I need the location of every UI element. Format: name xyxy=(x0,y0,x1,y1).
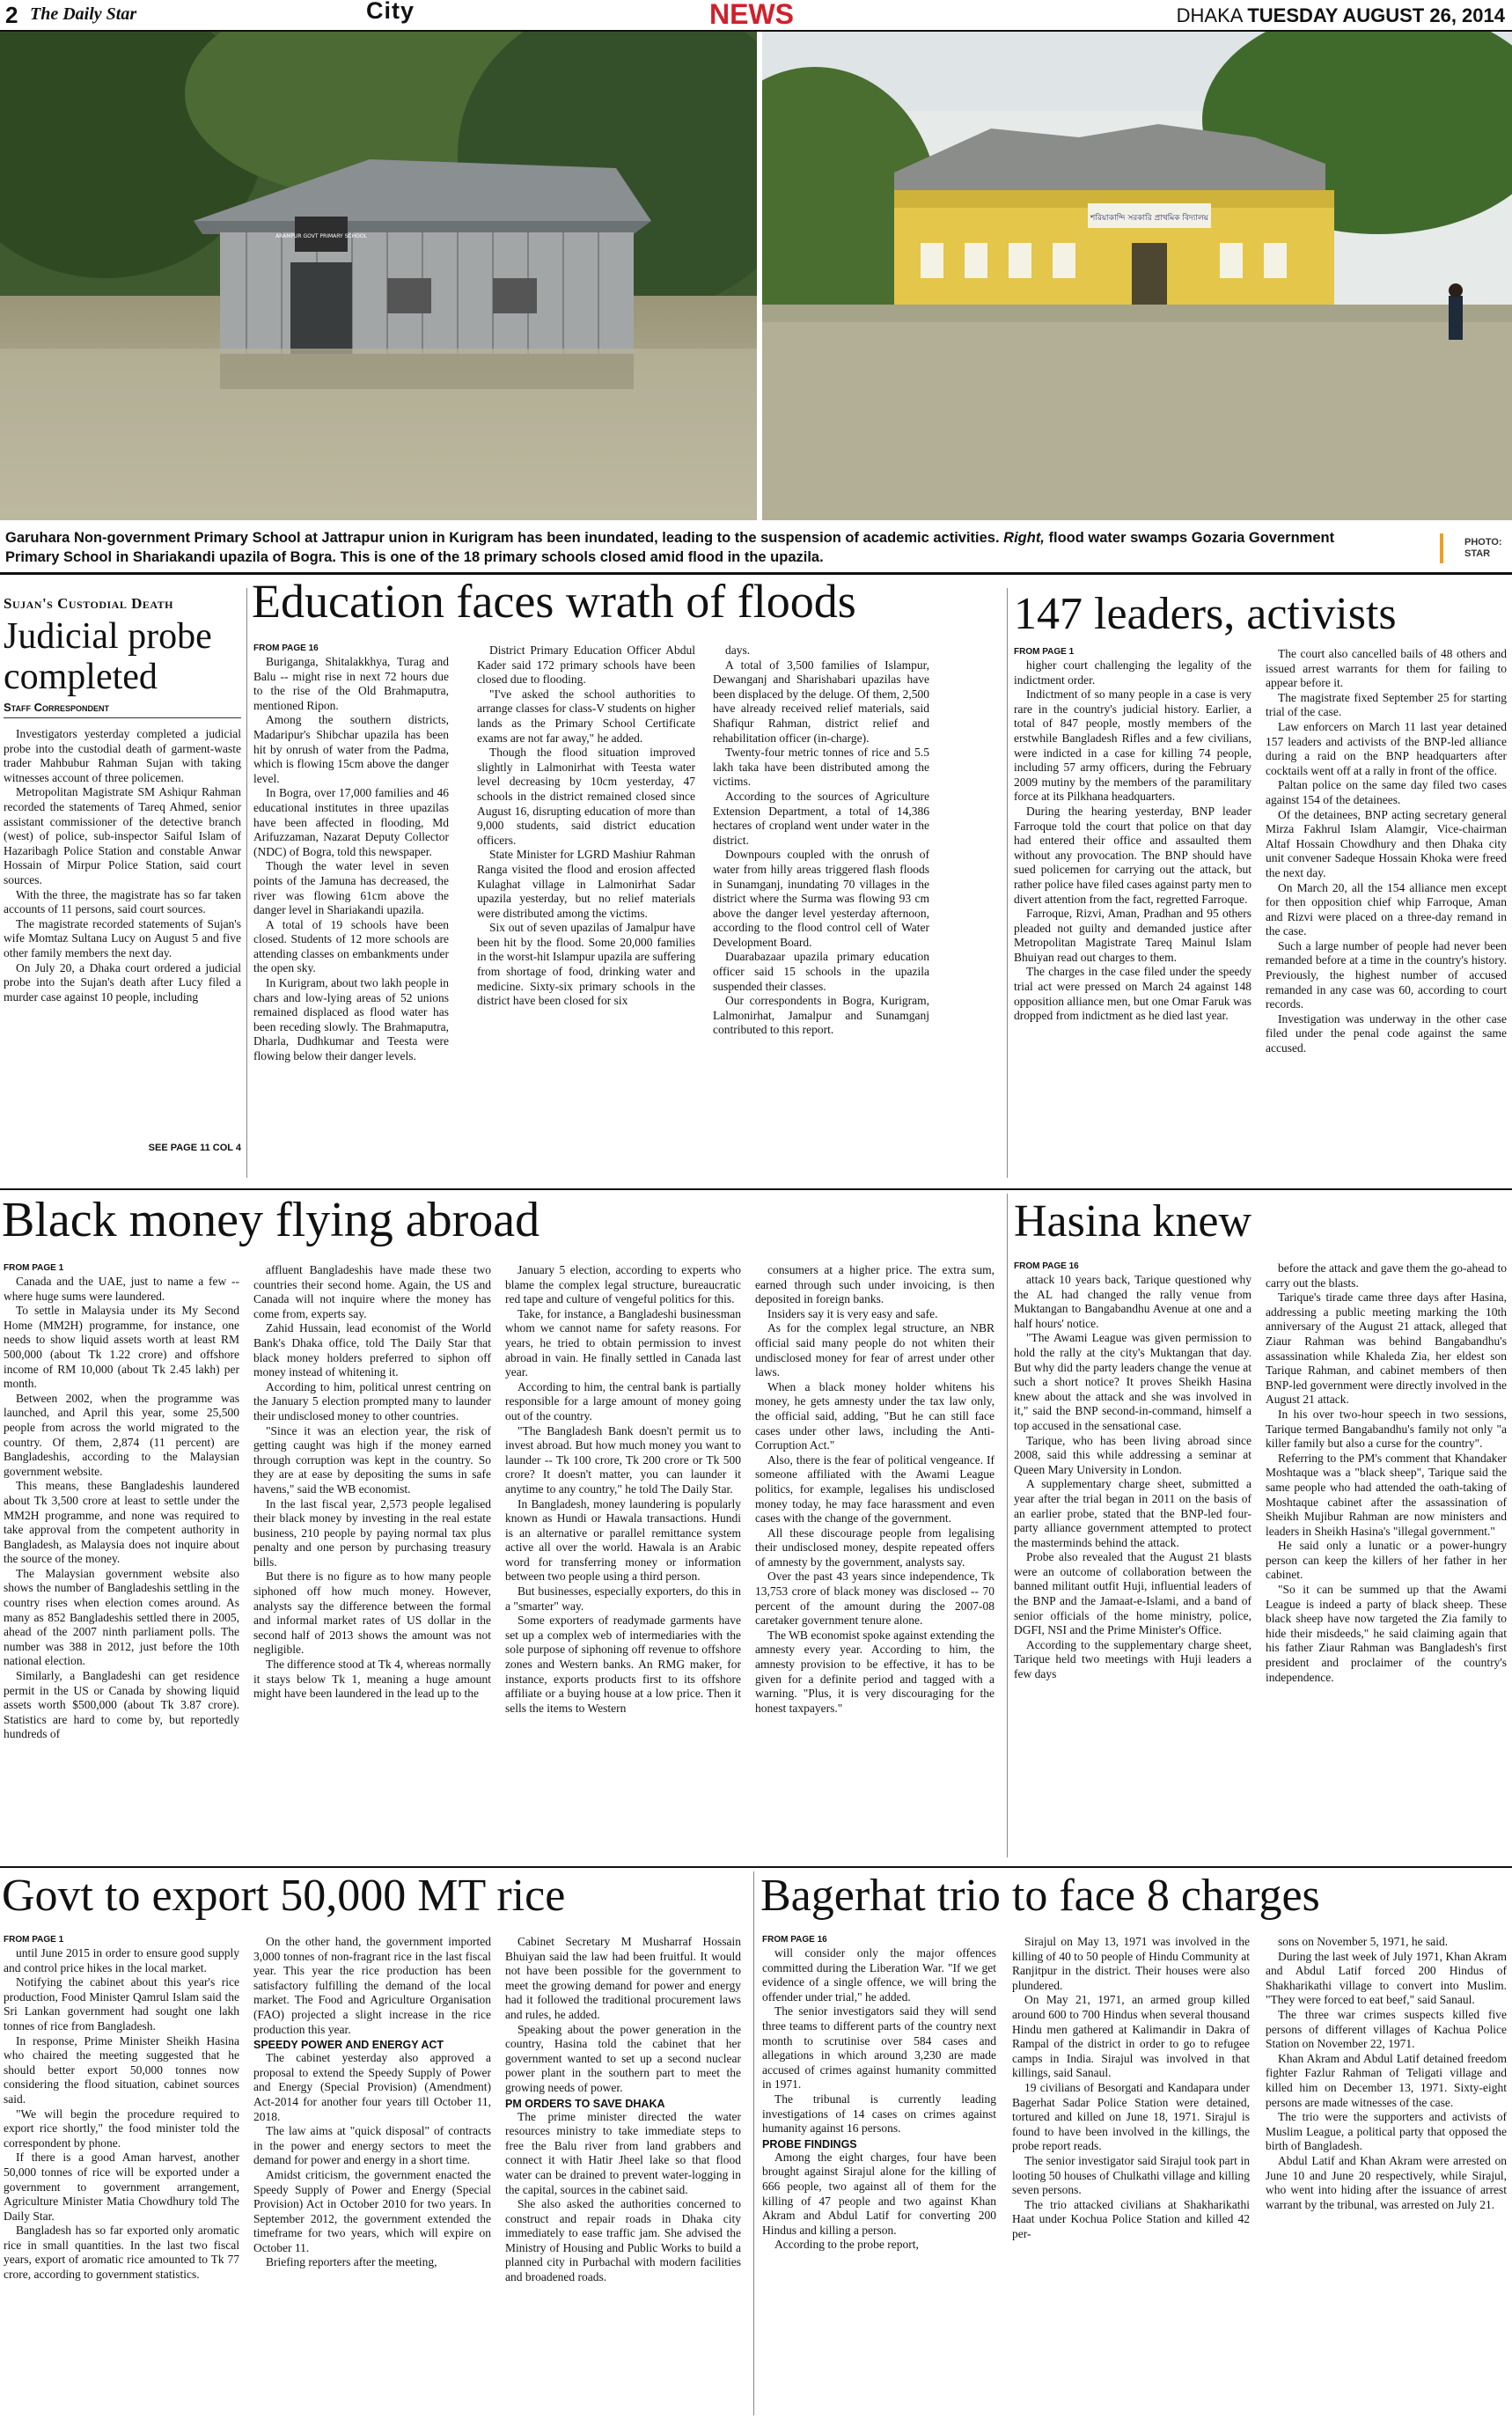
paragraph: According to the probe report, xyxy=(774,2238,919,2252)
paragraph: Paltan police on the same day filed two cases against 154 of the detainees. xyxy=(1266,778,1507,806)
paragraph: The senior investigators said they will send three teams to different parts of the country next month to scrutinise over 584 cases and allegations in which around 3,230 are made accused of crimes against humanity committed in 1971. xyxy=(762,2004,996,2092)
blackmoney-col-3 xyxy=(505,1263,741,1849)
paragraph: The Malaysian government website also shows the number of Bangladeshis settling in the country rises when election comes around. As many as 852 Bangladeshis settled there in 2005, ahead of the 2007 ninth parliament polls. The number was 388 in 2012, just before the 10th national election. xyxy=(4,1566,239,1668)
paragraph: Sirajul on May 13, 1971 was involved in the killing of 40 to 50 people of Hindu Community at Ranjitpur in the district. Their houses were also plundered. xyxy=(1012,1935,1250,1992)
paragraph: Abdul Latif and Khan Akram were arrested on June 10 and June 20 respectively, while Sirajul, who went into hiding after the issuance of arrest warrant by the tribunal, was arrested on July 21. xyxy=(1266,2153,1507,2211)
paragraph: until June 2015 in order to ensure good supply and control price hikes in the local market. xyxy=(4,1946,239,1974)
paragraph: The trio attacked civilians at Shakharikathi Haat under Kochua Police Station and killed 42 per- xyxy=(1012,2197,1250,2240)
bagerhat-from: FROM PAGE 16 xyxy=(762,1935,827,1945)
sujan-body xyxy=(4,727,241,1143)
paragraph: Amidst criticism, the government enacted the Speedy Supply of Power and Energy (Special Provision) Act in October 2010 for two years. In September 2012, the government extended the timeframe for two years, which will expire on October 11. xyxy=(253,2167,491,2254)
paragraph: She also asked the authorities concerned to construct and repair roads in Dhaka city immediately to ease traffic jam. She advised the Ministry of Housing and Public Works to build a planned city in Purbachal with modern facilities and broadened roads. xyxy=(505,2197,741,2284)
paragraph: Metropolitan Magistrate SM Ashiqur Rahman recorded the statements of Tareq Ahmed, senior assistant commissioner of the detective branch (west) of police, sub-inspector Saiful Islam of Hazaribagh Police Station and constable Anwar Hossain of Mirpur Police Station, said court sources. xyxy=(4,785,241,886)
leaders-from: FROM PAGE 1 xyxy=(1014,647,1075,657)
paragraph: But there is no figure as to how many people siphoned off how much money. However, analysts say the difference between the formal and informal market rates of US dollar in the second half of 2013 shows the amount was not negligible. xyxy=(253,1570,491,1657)
blackmoney-col-1 xyxy=(4,1275,239,1849)
paragraph: Cabinet Secretary M Musharraf Hossain Bhuiyan said the law had been fruitful. It would not have been possible for the government to meet the growing demand for power and energy had it followed the traditional procurement laws and rules, he added. xyxy=(505,1935,741,2021)
paragraph: Some exporters of readymade garments have set up a complex web of intermediaries with the sole purpose of siphoning off revenue to offshore zones and Western banks. An RMG maker, for instance, exports products first to its offshore affiliate or a buying house at a low price. Then it sells the items to Western xyxy=(505,1614,741,1715)
paragraph: State Minister for LGRD Mashiur Rahman Ranga visited the flood and erosion affected Kulaghat village in Lalmonirhat Sadar upazila yesterday, but no relief materials were distributed among the victims. xyxy=(477,848,695,920)
rice-col-2 xyxy=(253,1935,491,2413)
paragraph: Investigation was underway in the other case filed under the penal code against the same accused. xyxy=(1266,1011,1507,1055)
rice-from: FROM PAGE 1 xyxy=(4,1935,64,1945)
caption-part2: flood water swamps Gozaria Government Primary School in Shariakandi upazila of Bogra. This is one of the 18 primary schools closed amid flood in the upazila. xyxy=(5,530,1335,565)
paragraph: District Primary Education Officer Abdul Kader said 172 primary schools have been closed due to flooding. xyxy=(477,643,695,687)
paragraph: affluent Bangladeshis have made these two countries their second home. Again, the US and Canada will not inquire where the money has come from, experts say. xyxy=(253,1263,491,1320)
photo-bogra-drawing xyxy=(762,32,1512,520)
news-label: NEWS xyxy=(709,0,794,30)
paragraph: All these discourage people from legalising their undisclosed money, despite repeated offers of amnesty by the government, analysts say. xyxy=(755,1526,995,1569)
caption-part1: Garuhara Non-government Primary School at Jattrapur union in Kurigram has been inundated, leading to the suspension of academic activities. xyxy=(5,530,1000,546)
paragraph: The law aims at "quick disposal" of contracts in the power and energy sectors to meet the demand for power and energy in a short time. xyxy=(253,2124,491,2167)
paragraph: On the other hand, the government imported 3,000 tonnes of non-fragrant rice in the last fiscal year. This year the rice production has been satisfactory fulfilling the demand of the local market. The Food and Agriculture Organisation (FAO) projected a slight increase in the rice production this year. xyxy=(253,1935,491,2036)
paragraph: Among the southern districts, Madaripur's Shibchar upazila has been hit by onrush of water from the Padma, which is flowing 15cm above the danger level. xyxy=(253,713,449,785)
paragraph: In the last fiscal year, 2,573 people legalised their black money by investing in the real estate business, 210 people by paying normal tax plus penalty and one person by purchasing treasury bills. xyxy=(253,1496,491,1569)
paragraph: Duarabazaar upazila primary education officer said 15 schools in the upazila suspended their classes. xyxy=(713,950,929,993)
paragraph: "So it can be summed up that the Awami League is indeed a party of black sheep. These black sheep have now targeted the Zia family to hide their misdeeds," he said claiming again that his father Ziaur Rahman was Bangladesh's first president and proclaimer of the country's independence. xyxy=(1266,1583,1507,1684)
paragraph: Canada and the UAE, just to name a few -- where huge sums were laundered. xyxy=(4,1275,239,1303)
paragraph: PROBE FINDINGS xyxy=(762,2137,857,2151)
education-col-1 xyxy=(253,655,449,1174)
paragraph: The difference stood at Tk 4, whereas normally it stays below Tk 1, meaning a huge amount might have been laundered in the lead up to the xyxy=(253,1658,491,1701)
photo-right-sign-text: শরিয়াকান্দি সরকারি প্রাথমিক বিদ্যালয় xyxy=(1090,214,1208,223)
paragraph: "Since it was an election year, the risk of getting caught was high if the money earned through corruption was kept in the country. So they are at ease by depositing the sums in safe havens," said the WB economist. xyxy=(253,1423,491,1496)
bagerhat-col-3 xyxy=(1266,1935,1507,2413)
education-col-2 xyxy=(477,643,695,1174)
rule-mid-2 xyxy=(0,1866,1512,1868)
rice-headline: Govt to export 50,000 MT rice xyxy=(2,1871,566,1921)
photo-left-sign-text: ARAMPUR GOVT PRIMARY SCHOOL xyxy=(275,233,367,239)
paragraph: Take, for instance, a Bangladeshi businessman whom we cannot name for safety reasons. For years, he tried to obtain permission to invest abroad in vain. He finally settled in Canada last year. xyxy=(505,1306,741,1379)
paragraph: Downpours coupled with the onrush of water from hilly areas triggered flash floods in Sunamganj, inundating 70 villages in the district where the Surma was flowing 93 cm above the danger level yesterday afternoon, according to the flood control cell of Water Development Board. xyxy=(713,848,929,949)
paragraph: The prime minister directed the water resources ministry to take immediate steps to free the Balu river from land grabbers and connect it with Hatir Jheel lake so that flood water can be drained to prevent water-logging in the capital, sources in the cabinet said. xyxy=(505,2109,741,2196)
education-col-3 xyxy=(713,643,929,1174)
paragraph: Briefing reporters after the meeting, xyxy=(266,2255,437,2269)
paragraph: On May 21, 1971, an armed group killed around 600 to 700 Hindus when several thousand Hindu men gathered at Kalimandir in Dakra of Rampal of the district in order to go to refugee camps in India. Sirajul was involved in that killings, said Sanaul. xyxy=(1012,1993,1250,2080)
paragraph: The senior investigator said Sirajul took part in looting 50 houses of Chulkathi village and killing seven persons. xyxy=(1012,2153,1250,2197)
paragraph: A supplementary charge sheet, submitted a year after the trial began in 2011 on the basis of an earlier probe, stated that the BNP-led four-party alliance government attempted to protect the masterminds behind the attack. xyxy=(1014,1477,1251,1549)
paragraph: He said only a lunatic or a power-hungry person can keep the killers of her father in her cabinet. xyxy=(1266,1539,1507,1582)
bagerhat-col-1 xyxy=(762,1946,996,2413)
blackmoney-headline: Black money flying abroad xyxy=(2,1193,540,1247)
article-sujan xyxy=(4,595,241,1153)
sujan-kicker: Sujan's Custodial Death xyxy=(4,595,173,612)
paragraph: According to him, the central bank is partially responsible for a large amount of money going out of the country. xyxy=(505,1379,741,1423)
paragraph: "The Awami League was given permission to hold the rally at the city's Muktangan that day. But why did the party leaders change the venue at such a short notice? It proves Sheikh Hasina knew about the attack and she was involved in it," said the BNP second-in-command, himself a top accused in the sensational case. xyxy=(1014,1331,1251,1432)
leaders-col-2 xyxy=(1266,647,1507,1178)
page-header xyxy=(0,0,1512,32)
paragraph: Indictment of so many people in a case is very rare in the country's judicial history. Earlier, a total of 847 people, mostly members of the erstwhile Bangladesh Rifles and a few civilians, were indicted in a case for killing 74 people, including 57 army officers, during the February 2009 mutiny by the members of the paramilitary force at its Pilkhana headquarters. xyxy=(1014,687,1251,804)
paragraph: Six out of seven upazilas of Jamalpur have been hit by the flood. Some 20,000 families in the worst-hit Islampur upazila are suffering from shortage of food, drinking water and medicine. Sixty-six primary schools in the district have been closed for six xyxy=(477,921,695,1008)
paragraph: Notifying the cabinet about this year's rice production, Food Minister Qamrul Islam said the Sri Lankan government had sought one lakh tonnes of rice from Bangladesh. xyxy=(4,1975,239,2033)
paragraph: "I've asked the school authorities to arrange classes for class-V students on higher lands as the Primary School Certificate exams are not far away," he added. xyxy=(477,687,695,745)
paragraph: Tarique, who has been living abroad since 2008, said this while addressing a seminar at Queen Mary University in London. xyxy=(1014,1433,1251,1476)
paragraph: A total of 3,500 families of Islampur, Dewanganj and Sharishabari upazilas have been displaced by the deluge. Of them, 2,500 have already received relief materials, said Shafiqur Rahman, district relief and rehabilitation officer (in-charge). xyxy=(713,658,929,745)
paragraph: According to the sources of Agriculture Extension Department, a total of 14,386 hectares of cropland went under water in the district. xyxy=(713,789,929,847)
paragraph: Zahid Hussain, lead economist of the World Bank's Dhaka office, told The Daily Star that black money holders preferred to siphon off money instead of whitening it. xyxy=(253,1321,491,1379)
rice-col-3 xyxy=(505,1935,741,2413)
rule-v1 xyxy=(246,588,247,1178)
photo-kurigram-drawing xyxy=(0,32,757,520)
paragraph: Such a large number of people had never been remanded before at a time in the country's history. Previously, the highest number of accused remanded in any case was 60, according to court records. xyxy=(1266,938,1507,1011)
paragraph: As for the complex legal structure, an NBR official said many people do not whiten their undisclosed money for fear of arrest under other laws. xyxy=(755,1321,995,1379)
paragraph: Tarique's tirade came three days after Hasina, addressing a public meeting marking the 10th anniversary of the August 21 attack, alleged that Ziaur Rahman was behind Bangabandhu's assassination while Khaleda Zia, her eldest son Tarique Rahman, and cabinet members of then BNP-led government were directly involved in the August 21 attack. xyxy=(1266,1290,1507,1407)
paragraph: before the attack and gave them the go-ahead to carry out the blasts. xyxy=(1266,1261,1507,1290)
paragraph: Between 2002, when the programme was launched, and April this year, some 25,500 people from across the world migrated to the country. Of them, 2,874 (11 percent) are Bangladeshis, according to the Malaysian government website. xyxy=(4,1391,239,1478)
rice-col-1 xyxy=(4,1946,239,2413)
masthead-logo: The Daily Star xyxy=(30,4,137,24)
paragraph: The three war crimes suspects killed five persons of different villages of Kachua Police Station on November 22, 1971. xyxy=(1266,2007,1507,2051)
sujan-continued: SEE PAGE 11 COL 4 xyxy=(148,1143,241,1153)
paragraph: Investigators yesterday completed a judicial probe into the custodial death of garment-waste trader Mahbubur Rahman Sujan with taking witnesses account of three policemen. xyxy=(4,727,241,784)
paragraph: Our correspondents in Bogra, Kurigram, Lalmonirhat, Jamalpur and Sunamganj contributed to this report. xyxy=(713,994,929,1037)
paragraph: consumers at a higher price. The extra sum, earned through such under invoicing, is then deposited in foreign banks. xyxy=(755,1263,995,1306)
hasina-col-2 xyxy=(1266,1261,1507,1849)
rule-v2 xyxy=(1007,588,1008,1178)
paragraph: According to him, political unrest centring on the January 5 election prompted many to launder their undisclosed money to other countries. xyxy=(253,1379,491,1423)
paragraph: Buriganga, Shitalakkhya, Turag and Balu -- might rise in next 72 hours due to the rise of the Old Brahmaputra, mentioned Ripon. xyxy=(253,655,449,712)
paragraph: During the last week of July 1971, Khan Akram and Abdul Latif forced 200 Hindus of Shakharikathi village to convert into Muslim. "They were forced to eat beef," said Sanaul. xyxy=(1266,1949,1507,2007)
paragraph: The trio were the supporters and activists of Muslim League, a political party that opposed the birth of Bangladesh. xyxy=(1266,2110,1507,2153)
paragraph: This means, these Bangladeshis laundered about Tk 3,500 crore at least to settle under the MM2H programme, and none was required to take approval from the competent authority in Bangladesh, as Malaysia does not inquire about the source of the money. xyxy=(4,1479,239,1566)
paragraph: In his over two-hour speech in two sessions, Tarique termed Bangabandhu's family not only "a killer family but also a curse for the country". xyxy=(1266,1407,1507,1451)
paragraph: 19 civilians of Besorgati and Kandapara under Bagerhat Sadar Police Station were detained, tortured and killed on June 18, 1971. Sirajul is found to have been involved in the killings, the probe report reads. xyxy=(1012,2080,1250,2153)
rule-v4 xyxy=(753,1871,754,2415)
education-headline: Education faces wrath of floods xyxy=(252,575,856,628)
photo-flooded-school-kurigram xyxy=(0,32,757,520)
paragraph: Of the detainees, BNP acting secretary general Mirza Fakhrul Islam Alamgir, Vice-chairman Altaf Hossain Chowdhury and then Dhaka city unit convener Sadeque Hossain Khoka were freed the next day. xyxy=(1266,807,1507,879)
hasina-headline: Hasina knew xyxy=(1014,1196,1252,1246)
paragraph: sons on November 5, 1971, he said. xyxy=(1278,1935,1449,1948)
photo-flooded-school-bogra xyxy=(762,32,1512,520)
page-number: 2 xyxy=(5,2,18,28)
leaders-col-1 xyxy=(1014,658,1251,1178)
paragraph: Also, there is the fear of political vengeance. If someone affiliated with the Awami League politics, for example, legalises his undisclosed money today, he may face harassment and even cases with the change of the government. xyxy=(755,1452,995,1526)
paragraph: PM ORDERS TO SAVE DHAKA xyxy=(505,2097,665,2110)
bagerhat-col-2 xyxy=(1012,1935,1250,2413)
hasina-col-1 xyxy=(1014,1273,1251,1849)
paragraph: Bangladesh has so far exported only aromatic rice in small quantities. In the last two fiscal years, export of aromatic rice amounted to Tk 77 crore, according to government statistics. xyxy=(4,2224,239,2282)
paragraph: The charges in the case filed under the speedy trial act were pressed on March 24 against 148 opposition alliance men, but one Omar Faruk was dropped from indictment as he died last year. xyxy=(1014,965,1251,1023)
paragraph: The magistrate fixed September 25 for starting trial of the case. xyxy=(1266,690,1507,719)
paragraph: Twenty-four metric tonnes of rice and 5.5 lakh taka have been distributed among the victims. xyxy=(713,746,929,789)
paragraph: "The Bangladesh Bank doesn't permit us to invest abroad. But how much money you want to launder -- Tk 100 crore, Tk 200 crore or Tk 500 crore? It doesn't matter, you can launder it anytime to any country," he told The Daily Star. xyxy=(505,1423,741,1496)
paragraph: In Bogra, over 17,000 families and 46 educational institutes in three upazilas have been affected in flooding, Md Arifuzzaman, Nazarat Deputy Collector (NDC) of Bogra, told this newspaper. xyxy=(253,786,449,858)
paragraph: "We will begin the procedure required to export rice shortly," the food minister told the correspondent by phone. xyxy=(4,2107,239,2150)
paragraph: If there is a good Aman harvest, another 50,000 tonnes of rice will be exported under a government to government arrangement, Agriculture Minister Matia Chowdhury told The Daily Star. xyxy=(4,2151,239,2223)
sujan-headline: Judicial probe completed xyxy=(4,616,212,697)
section-name: City xyxy=(366,0,415,24)
paragraph: The tribunal is currently leading investigations of 14 cases on crimes against humanity against 16 persons. xyxy=(762,2092,996,2136)
paragraph: Over the past 43 years since independence, Tk 13,753 crore of black money was disclosed -- 70 percent of the amount during the 2007-08 caretaker government tenure alone. xyxy=(755,1570,995,1628)
bagerhat-headline: Bagerhat trio to face 8 charges xyxy=(760,1871,1320,1921)
paragraph: The cabinet yesterday also approved a proposal to extend the Speedy Supply of Power and Energy (Special Provision) (Amendment) Act-2014 for another four years till October 11, 2018. xyxy=(253,2051,491,2123)
rule-mid-1 xyxy=(0,1188,1512,1190)
paragraph: will consider only the major offences committed during the Liberation War. "If we get evidence of a single offence, we will bring the offender under trial," he added. xyxy=(762,1946,996,2004)
blackmoney-col-4 xyxy=(755,1263,995,1849)
paragraph: January 5 election, according to experts who blame the complex legal structure, bureaucratic red tape and culture of vengeful politics for this. xyxy=(505,1263,741,1306)
paragraph: A total of 19 schools have been closed. Students of 12 more schools are attending classes on embankments under the open sky. xyxy=(253,917,449,975)
dateline xyxy=(1177,4,1505,27)
paragraph: Though the flood situation improved slightly in Lalmonirhat with Teesta water level decreasing by 10cm yesterday, 47 schools in the district remained closed since August 16, disrupting education of more than 9,000 students, said district education officers. xyxy=(477,746,695,847)
paragraph: Among the eight charges, four have been brought against Sirajul alone for the killing of 666 people, two against all of them for the killing of 47 people and two against Khan Akram and Abdul Latif for converting 200 Hindus and killing a person. xyxy=(762,2150,996,2237)
paragraph: Law enforcers on March 11 last year detained 157 leaders and activists of the BNP-led alliance during a raid on the BNP headquarters after cocktails went off at a rally in front of the office. xyxy=(1266,719,1507,777)
blackmoney-col-2 xyxy=(253,1263,491,1849)
paragraph: On March 20, all the 154 alliance men except for then opposition chief whip Farroque, Aman and Rizvi were placed on a three-day remand in the case. xyxy=(1266,880,1507,938)
paragraph: The court also cancelled bails of 48 others and issued arrest warrants for them for failing to appear before it. xyxy=(1266,647,1507,690)
paragraph: On July 20, a Dhaka court ordered a judicial probe into the Sujan's death after Lucy filed a murder case against 10 people, including xyxy=(4,960,241,1004)
paragraph: The WB economist spoke against extending the amnesty every year. According to him, the amnesty provision to be effective, it has to be given for a definite period and tagged with a warning. "Plus, it is very discouraging for the honest taxpayers." xyxy=(755,1628,995,1715)
paragraph: In response, Prime Minister Sheikh Hasina who chaired the meeting suggested that he should better export 50,000 tonnes now considering the flood situation, cabinet sources said. xyxy=(4,2033,239,2106)
paragraph: days. xyxy=(725,643,751,657)
credit-bar xyxy=(1440,533,1443,563)
dateline-date: TUESDAY AUGUST 26, 2014 xyxy=(1247,4,1505,26)
paragraph: Farroque, Rizvi, Aman, Pradhan and 95 others pleaded not guilty and demanded justice after Metropolitan Magistrate Tareq Mainul Islam Bhuiyan read out charges to them. xyxy=(1014,907,1251,964)
education-from: FROM PAGE 16 xyxy=(253,643,319,653)
paragraph: Insiders say it is very easy and safe. xyxy=(767,1306,938,1320)
caption-italic: Right, xyxy=(1003,530,1045,546)
paragraph: attack 10 years back, Tarique questioned why the AL had changed the rally venue from Muktangan to Bangabandhu Avenue at one and a half hours' notice. xyxy=(1014,1273,1251,1330)
paragraph: During the hearing yesterday, BNP leader Farroque told the court that police on that day had entered their office and assaulted them without any provocation. The BNP should have sued policemen for carrying out the attack, but rather police have filed cases against party men to divert attention from the fact, regretted Farroque. xyxy=(1014,804,1251,906)
paragraph: Speaking about the power generation in the country, Hasina told the cabinet that her government wanted to set up a second nuclear power plant in the southern part to meet the growing needs of power. xyxy=(505,2022,741,2094)
paragraph: The magistrate recorded statements of Sujan's wife Momtaz Sultana Lucy on August 5 and five other family members the next day. xyxy=(4,916,241,960)
paragraph: In Kurigram, about two lakh people in chars and low-lying areas of 52 unions remained displaced as flood water has been receding slowly. The Brahmaputra, Dharla, Dudhkumar and Teesta were flowing below their danger levels. xyxy=(253,976,449,1063)
paragraph: Khan Akram and Abdul Latif detained freedom fighter Fazlur Rahman of Teligati village and killed him on December 13, 1971. Sixty-eight persons are made witnesses of the case. xyxy=(1266,2051,1507,2109)
photo-caption xyxy=(5,528,1378,567)
paragraph: SPEEDY POWER AND ENERGY ACT xyxy=(253,2039,444,2052)
blackmoney-from: FROM PAGE 1 xyxy=(4,1263,64,1273)
leaders-headline: 147 leaders, activists xyxy=(1014,589,1397,639)
paragraph: Referring to the PM's comment that Khandaker Moshtaque was a "black sheep", Tarique said the same people who had attended the oath-taking of Moshtaque cabinet after the assassination of Sheikh Mujibur Rahman are now ministers and leaders in Sheikh Hasina's "illegal government." xyxy=(1266,1451,1507,1538)
paragraph: Similarly, a Bangladeshi can get residence permit in the US or Canada by showing liquid assets worth $500,000 (about Tk 3.87 crore). Statistics are hard to come by, but reportedly hundreds of xyxy=(4,1669,239,1741)
paragraph: With the three, the magistrate has so far taken accounts of 11 persons, said court sources. xyxy=(4,887,241,916)
paragraph: higher court challenging the legality of the indictment order. xyxy=(1014,658,1251,687)
paragraph: According to the supplementary charge sheet, Tarique held two meetings with Huji leaders a few days xyxy=(1014,1637,1251,1681)
paragraph: In Bangladesh, money laundering is popularly known as Hundi or Hawala transactions. Hundi is an alternative or parallel remittance system active all over the world. Hawala is an Arabic word for transferring money or information between two people using a third person. xyxy=(505,1496,741,1584)
rule-v3 xyxy=(1007,1194,1008,1857)
dateline-city: DHAKA xyxy=(1176,4,1243,26)
paragraph: Though the water level in seven points of the Jamuna has decreased, the river was flowing 61cm above the danger level in Shariakandi upazila. xyxy=(253,859,449,917)
paragraph: When a black money holder whitens his money, he gets amnesty under the tax law only, the official said, adding, "But he can still face cases under other laws, including the Anti-Corruption Act." xyxy=(755,1379,995,1452)
paragraph: Probe also revealed that the August 21 blasts were an outcome of collaboration between the banned militant outfit Huji, influential leaders of the BNP and the Jamaat-e-Islami, and a band of senior officials of the home ministry, police, DGFI, NSI and the Prime Minister's Office. xyxy=(1014,1550,1251,1637)
hasina-from: FROM PAGE 16 xyxy=(1014,1261,1079,1271)
paragraph: To settle in Malaysia under its My Second Home (MM2H) programme, for instance, one needs to show liquid assets worth at least RM 500,000 (about Tk 1.22 crore) and offshore income of RM 10,000 (about Tk 2.45 lakh) per month. xyxy=(4,1304,239,1391)
sujan-byline: Staff Correspondent xyxy=(4,701,241,718)
paragraph: But businesses, especially exporters, do this in a "smarter" way. xyxy=(505,1584,741,1613)
photo-credit: PHOTO: STAR xyxy=(1464,537,1502,559)
